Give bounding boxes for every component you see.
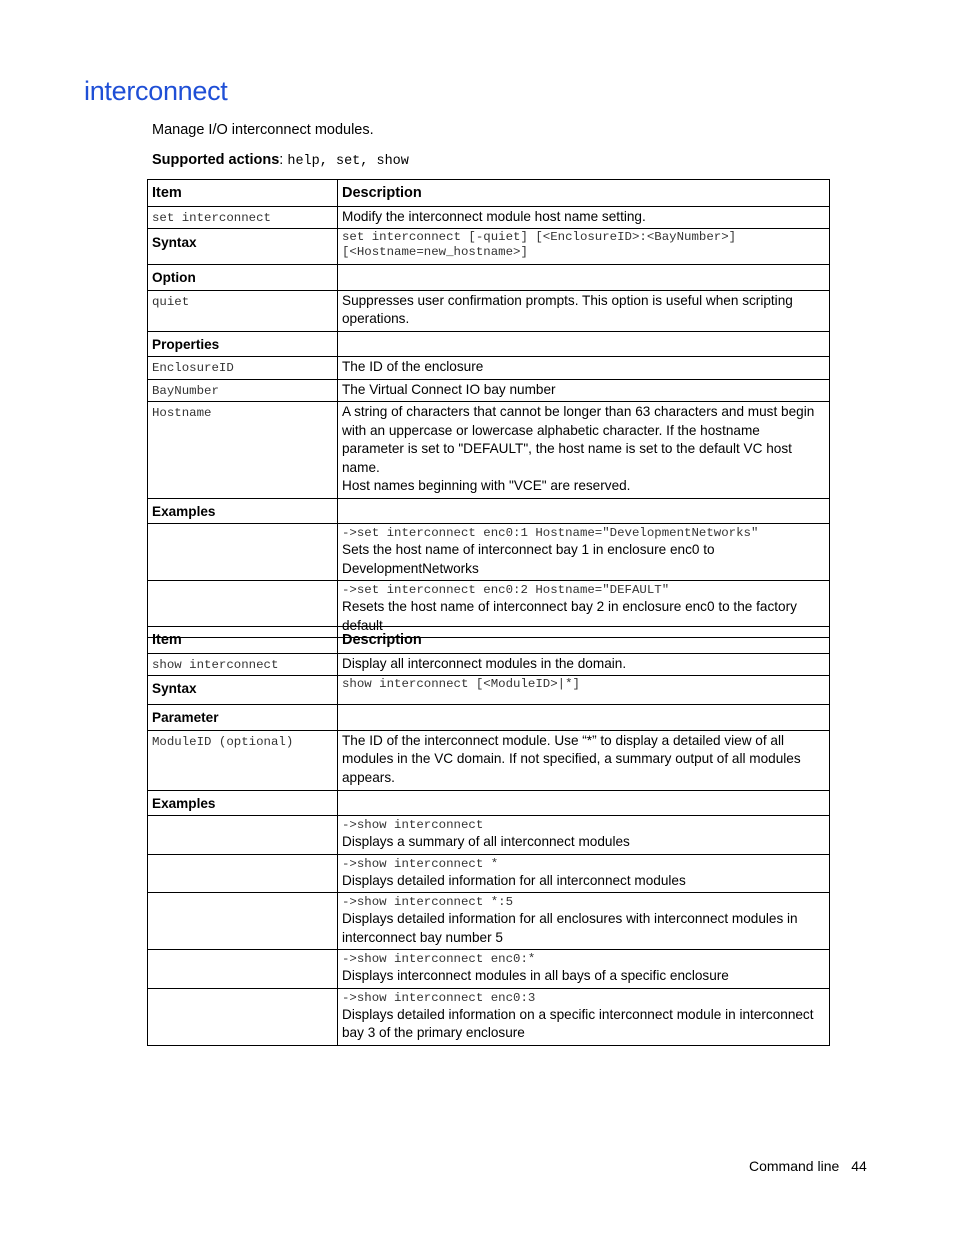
footer-section: Command line [749, 1158, 840, 1174]
example-text: Sets the host name of interconnect bay 1 in enclosure enc0 to DevelopmentNetworks [342, 542, 715, 576]
syntax-line: [<Hostname=new_hostname>] [342, 245, 528, 259]
command-description: Display all interconnect modules in the domain. [338, 653, 830, 676]
command-description: Modify the interconnect module host name setting. [338, 206, 830, 229]
header-item: Item [148, 627, 338, 654]
example-cell [338, 950, 830, 989]
parameter-name: ModuleID (optional) [148, 730, 338, 790]
supported-actions-list: help, set, show [287, 154, 409, 169]
table-row [148, 653, 830, 676]
hostname-description-text: A string of characters that cannot be longer than 63 characters and must begin with an uppercase or lowercase alphabetic character. If the hostname parameter is set to "DEFAULT", the host name is set to the default VC host name. [342, 404, 815, 475]
table-row [148, 816, 830, 855]
syntax-label: Syntax [148, 229, 338, 265]
empty-cell [148, 950, 338, 989]
table-header-row [148, 627, 830, 654]
table-row [148, 331, 830, 357]
section-label-parameter: Parameter [148, 705, 338, 731]
table-row [148, 379, 830, 402]
intro-text: Manage I/O interconnect modules. [152, 122, 374, 138]
example-code: ->set interconnect enc0:1 Hostname="DevelopmentNetworks" [342, 526, 759, 540]
example-cell [338, 893, 830, 950]
table-row [148, 402, 830, 499]
table-row [148, 676, 830, 705]
empty-cell [148, 816, 338, 855]
example-text: Displays interconnect modules in all bays of a specific enclosure [342, 968, 729, 983]
property-name: EnclosureID [148, 357, 338, 380]
example-code: ->show interconnect enc0:* [342, 952, 536, 966]
page-title: interconnect [84, 76, 228, 106]
table-header-row [148, 180, 830, 207]
table-row [148, 790, 830, 816]
example-code: ->show interconnect [342, 818, 484, 832]
table-row [148, 290, 830, 331]
header-item: Item [148, 180, 338, 207]
example-text: Displays detailed information for all enclosures with interconnect modules in interconnect bay number 5 [342, 911, 798, 945]
empty-cell [148, 988, 338, 1045]
empty-cell [338, 265, 830, 291]
hostname-description-note: Host names beginning with "VCE" are reserved. [342, 478, 631, 493]
property-description: The Virtual Connect IO bay number [338, 379, 830, 402]
parameter-description: The ID of the interconnect module. Use “*” to display a detailed view of all modules in the VC domain. If not specified, a summary output of all modules appears. [338, 730, 830, 790]
example-cell [338, 854, 830, 893]
table-row [148, 730, 830, 790]
page-number: 44 [851, 1158, 867, 1174]
set-interconnect-table [147, 179, 830, 638]
table-row [148, 705, 830, 731]
section-label-option: Option [148, 265, 338, 291]
example-text: Displays a summary of all interconnect modules [342, 834, 630, 849]
section-label-examples: Examples [148, 498, 338, 524]
page-footer [749, 1158, 867, 1174]
option-description: Suppresses user confirmation prompts. This option is useful when scripting operations. [338, 290, 830, 331]
empty-cell [338, 790, 830, 816]
property-description: The ID of the enclosure [338, 357, 830, 380]
syntax-line: set interconnect [-quiet] [<EnclosureID>:<BayNumber>] [342, 230, 737, 244]
syntax-value [338, 676, 830, 705]
table-row [148, 524, 830, 581]
header-description: Description [338, 627, 830, 654]
table-row [148, 357, 830, 380]
property-name: BayNumber [148, 379, 338, 402]
example-code: ->show interconnect *:5 [342, 895, 514, 909]
empty-cell [148, 524, 338, 581]
example-code: ->show interconnect enc0:3 [342, 990, 536, 1005]
table-row [148, 854, 830, 893]
option-name: quiet [148, 290, 338, 331]
example-text: Displays detailed information on a specific interconnect module in interconnect bay 3 of the primary enclosure [342, 1006, 814, 1040]
supported-actions [152, 152, 409, 169]
show-interconnect-table [147, 626, 830, 1046]
table-row [148, 893, 830, 950]
supported-actions-label: Supported actions [152, 152, 280, 168]
command-name: show interconnect [148, 653, 338, 676]
property-name: Hostname [148, 402, 338, 499]
section-label-properties: Properties [148, 331, 338, 357]
example-cell [338, 816, 830, 855]
empty-cell [148, 893, 338, 950]
syntax-line: show interconnect [<ModuleID>|*] [342, 677, 580, 691]
header-description: Description [338, 180, 830, 207]
syntax-label: Syntax [148, 676, 338, 705]
table-row [148, 265, 830, 291]
command-name: set interconnect [148, 206, 338, 229]
syntax-value [338, 229, 830, 265]
example-text: Resets the host name of interconnect bay 2 in enclosure enc0 to the factory default [342, 599, 797, 633]
table-row [148, 229, 830, 265]
empty-cell [148, 854, 338, 893]
empty-cell [338, 705, 830, 731]
table-row [148, 206, 830, 229]
example-cell [338, 988, 830, 1045]
supported-actions-separator: : [279, 152, 288, 168]
example-cell [338, 524, 830, 581]
example-code: ->set interconnect enc0:2 Hostname="DEFAULT" [342, 583, 670, 597]
example-text: Displays detailed information for all interconnect modules [342, 872, 686, 888]
table-row [148, 498, 830, 524]
example-code: ->show interconnect * [342, 856, 499, 871]
table-row [148, 988, 830, 1045]
property-description [338, 402, 830, 499]
empty-cell [338, 331, 830, 357]
empty-cell [338, 498, 830, 524]
table-row [148, 950, 830, 989]
section-label-examples: Examples [148, 790, 338, 816]
